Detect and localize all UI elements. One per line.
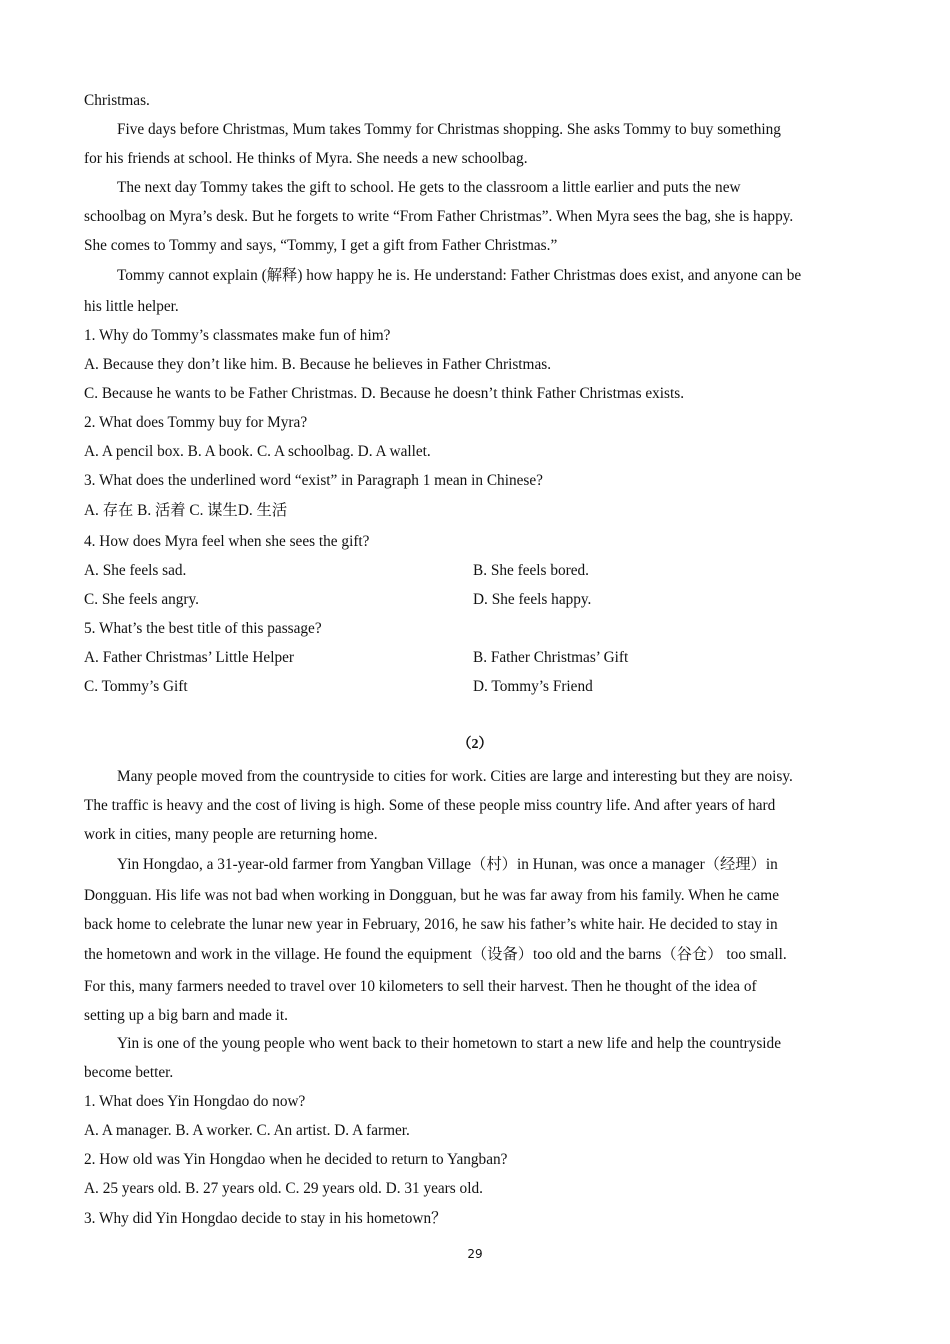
passage2-line: Yin Hongdao, a 31-year-old farmer from Yangban Village（村）in Hunan, was once a manager（经理）in: [117, 856, 778, 873]
passage2-line: the hometown and work in the village. He found the equipment（设备）too old and the barns（谷仓） too small.: [84, 946, 787, 963]
passage2-line: work in cities, many people are returning home.: [84, 826, 378, 843]
passage1-line: his little helper.: [84, 298, 179, 315]
question-1-options: A. A manager. B. A worker. C. An artist. D. A farmer.: [84, 1122, 410, 1139]
passage1-line: Five days before Christmas, Mum takes Tommy for Christmas shopping. She asks Tommy to buy something: [117, 121, 781, 138]
question-4-option-a: A. She feels sad.: [84, 562, 187, 579]
question-1-options: A. Because they don’t like him. B. Because he believes in Father Christmas.: [84, 356, 552, 373]
section-heading: （2）: [457, 737, 493, 752]
question-5-option-c: C. Tommy’s Gift: [84, 678, 188, 695]
question-2-options: A. A pencil box. B. A book. C. A schoolbag. D. A wallet.: [84, 443, 431, 460]
question-1: 1. Why do Tommy’s classmates make fun of him?: [84, 327, 391, 344]
question-3: 3. What does the underlined word “exist” in Paragraph 1 mean in Chinese?: [84, 472, 543, 489]
passage2-line: Yin is one of the young people who went back to their hometown to start a new life and help the countryside: [117, 1035, 781, 1052]
question-3-options: A. 存在 B. 活着 C. 谋生D. 生活: [84, 502, 288, 519]
passage1-line: Christmas.: [84, 92, 150, 109]
page-number: 29: [467, 1247, 483, 1261]
question-2: 2. How old was Yin Hongdao when he decided to return to Yangban?: [84, 1151, 508, 1168]
question-5-option-b: B. Father Christmas’ Gift: [473, 649, 629, 666]
passage1-line: She comes to Tommy and says, “Tommy, I get a gift from Father Christmas.”: [84, 237, 558, 254]
question-2-options: A. 25 years old. B. 27 years old. C. 29 years old. D. 31 years old.: [84, 1180, 483, 1197]
passage2-line: Many people moved from the countryside to cities for work. Cities are large and interesting but they are noisy.: [117, 768, 793, 785]
question-3: 3. Why did Yin Hongdao decide to stay in his hometown？: [84, 1210, 447, 1227]
passage2-line: become better.: [84, 1064, 174, 1081]
passage2-line: setting up a big barn and made it.: [84, 1007, 288, 1024]
question-5: 5. What’s the best title of this passage?: [84, 620, 322, 637]
question-4-option-d: D. She feels happy.: [473, 591, 592, 608]
passage2-line: The traffic is heavy and the cost of living is high. Some of these people miss country life. And after years of hard: [84, 797, 776, 814]
question-4-option-b: B. She feels bored.: [473, 562, 589, 579]
passage1-line: The next day Tommy takes the gift to school. He gets to the classroom a little earlier and puts the new: [117, 179, 741, 196]
question-1-options: C. Because he wants to be Father Christmas. D. Because he doesn’t think Father Christmas exists.: [84, 385, 685, 402]
passage2-line: For this, many farmers needed to travel over 10 kilometers to sell their harvest. Then he thought of the idea of: [84, 978, 757, 995]
passage2-line: back home to celebrate the lunar new year in February, 2016, he saw his father’s white hair. He decided to stay in: [84, 916, 778, 933]
passage1-line: Tommy cannot explain (解释) how happy he is. He understand: Father Christmas does exist, and anyone can be: [117, 267, 802, 284]
question-4-option-c: C. She feels angry.: [84, 591, 199, 608]
question-2: 2. What does Tommy buy for Myra?: [84, 414, 308, 431]
passage1-line: for his friends at school. He thinks of Myra. She needs a new schoolbag.: [84, 150, 528, 167]
passage2-line: Dongguan. His life was not bad when working in Dongguan, but he was far away from his family. When he came: [84, 887, 779, 904]
question-5-option-a: A. Father Christmas’ Little Helper: [84, 649, 294, 666]
question-5-option-d: D. Tommy’s Friend: [473, 678, 593, 695]
passage1-line: schoolbag on Myra’s desk. But he forgets to write “From Father Christmas”. When Myra sees the bag, she is happy.: [84, 208, 794, 225]
question-1: 1. What does Yin Hongdao do now?: [84, 1093, 306, 1110]
question-4: 4. How does Myra feel when she sees the gift?: [84, 533, 370, 550]
